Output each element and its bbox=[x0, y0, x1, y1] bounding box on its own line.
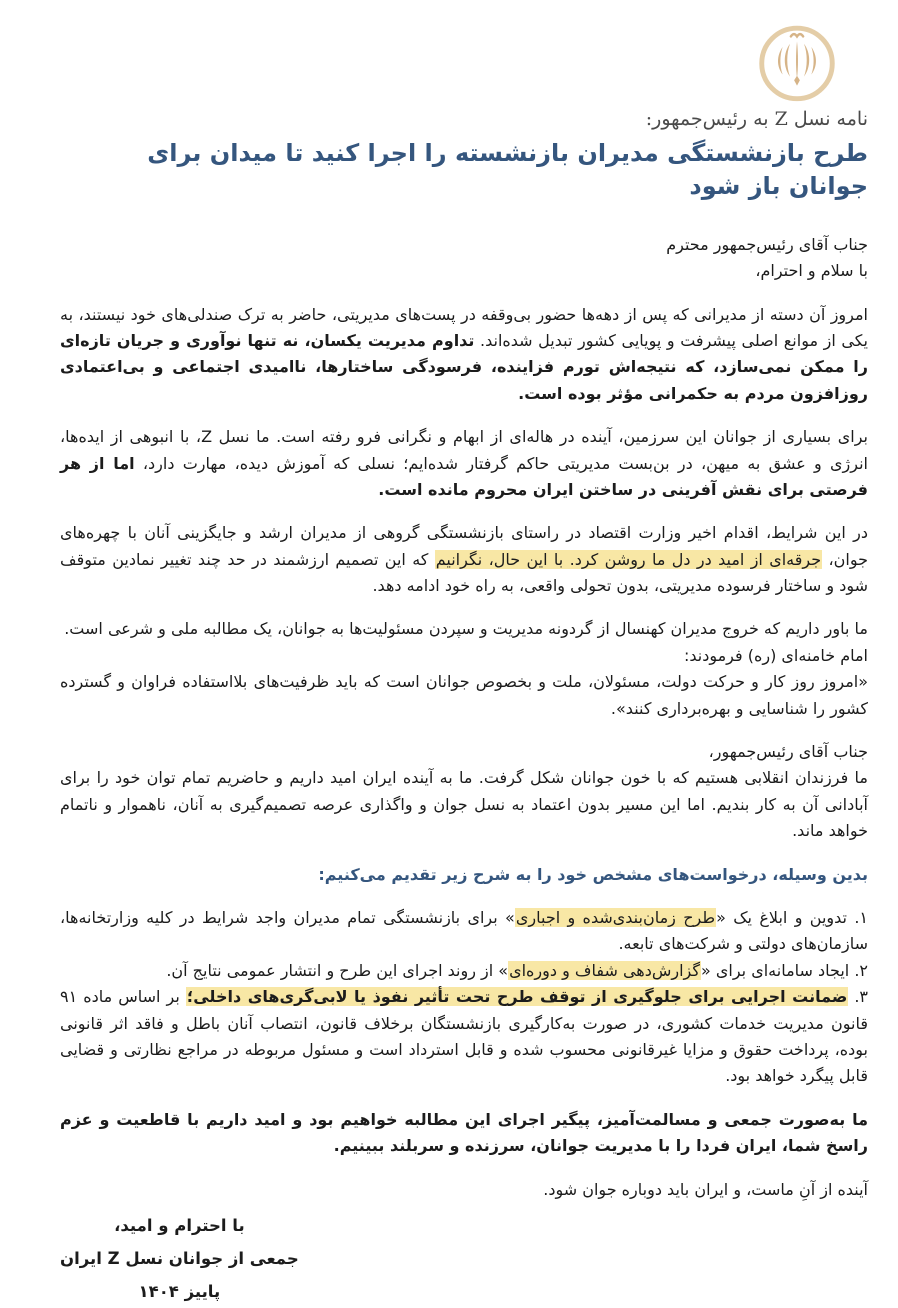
greeting-line-1: جناب آقای رئیس‌جمهور محترم bbox=[666, 234, 868, 254]
paragraph-quote-block bbox=[60, 616, 868, 722]
greeting-line-2: با سلام و احترام، bbox=[755, 261, 868, 281]
requests-lead: بدین وسیله، درخواست‌های مشخص خود را به شرح زیر تقدیم می‌کنیم: bbox=[318, 864, 868, 884]
paragraph-genz bbox=[60, 424, 868, 503]
logo-row bbox=[60, 20, 838, 102]
quote-text: «امروز روز کار و حرکت دولت، مسئولان، ملت و بخصوص جوانان است که باید ظرفیت‌های بلااستفاده فراوان و گسترده کشور را شناسایی و بهره‌برداری کنند». bbox=[60, 672, 868, 718]
signature-date: پاییز ۱۴۰۴ bbox=[138, 1281, 221, 1301]
letter-subtitle: نامه نسل Z به رئیس‌جمهور: bbox=[645, 108, 868, 130]
paragraph-managers-text: امروز آن دسته از مدیرانی که پس از دهه‌ها حضور بی‌وقفه در پست‌های مدیریتی، حاضر به ترک صندلی‌های خود نیستند، به یکی از موانع اصلی پیشرفت و پویایی کشور تبدیل شده‌اند. bbox=[60, 304, 868, 350]
request-3-post: بر اساس ماده ۹۱ قانون مدیریت خدمات کشوری، در صورت به‌کارگیری بازنشستگان برخلاف قانون، انتصاب آنان باطل و فاقد اثر قانونی بوده، پرداخت حقوق و مزایا غیرقانونی محسوب شده و قابل استرداد است و مسئول مربوطه در مراجع نظارتی و قضایی قابل پیگرد خواهد بود. bbox=[60, 987, 868, 1086]
signature-block bbox=[60, 1209, 321, 1308]
request-3-highlight: ضمانت اجرایی برای جلوگیری از توقف طرح تحت تأثیر نفوذ یا لابی‌گری‌های داخلی؛ bbox=[186, 987, 848, 1007]
quote-attribution: امام خامنه‌ای (ره) فرمودند: bbox=[683, 645, 868, 665]
iran-emblem-icon bbox=[756, 20, 838, 102]
greeting-block bbox=[60, 232, 868, 285]
quote-intro-line: ما باور داریم که خروج مدیران کهنسال از گردونه مدیریت و سپردن مسئولیت‌ها به جوانان، یک مطالبه ملی و شرعی است. bbox=[64, 619, 868, 639]
paragraph-ministry-post: که این تصمیم ارزشمند در حد چند تغییر نمادین متوقف شود و ساختار فرسوده مدیریتی، بدون تحولی واقعی، به راه خود ادامه دهد. bbox=[60, 549, 868, 596]
paragraph-managers-bold: تداوم مدیریت یکسان، نه تنها نوآوری و جریان تازه‌ای را ممکن نمی‌سازد، که نتیجه‌اش تورم فزاینده، فرسودگی ساختارها، ناامیدی اجتماعی و بی‌اعتمادی روزافزون مردم به حکمرانی مؤثر بوده است. bbox=[60, 330, 868, 403]
revolution-children-text: ما فرزندان انقلابی هستیم که با خون جوانان شکل گرفت. ما به آینده ایران امید داریم و حاضریم تمام توان خود را برای آبادانی آن به کار بندیم. اما این مسیر بدون اعتماد به نسل جوان و واگذاری عرصه تصمیم‌گیری به آنان، ناهموار و ناتمام خواهد ماند. bbox=[60, 768, 868, 841]
request-item-3 bbox=[60, 984, 868, 1090]
paragraph-ministry-action bbox=[60, 520, 868, 599]
request-1-pre: ۱. تدوین و ابلاغ یک « bbox=[716, 907, 868, 927]
paragraph-managers bbox=[60, 302, 868, 408]
request-3-number: ۳. bbox=[848, 987, 869, 1007]
paragraph-genz-text: برای بسیاری از جوانان این سرزمین، آینده در هاله‌ای از ابهام و نگرانی فرو رفته است. ما نسل Z، با انبوهی از ایده‌ها، انرژی و عشق به میهن، در بن‌بست مدیریتی حاکم گرفتار شده‌ایم؛ نسلی که آموزش دیده، مهارت دارد، bbox=[60, 427, 868, 473]
paragraph-revolution-children bbox=[60, 739, 868, 845]
paragraph-genz-bold: اما از هر فرصتی برای نقش آفرینی در ساختن ایران محروم مانده است. bbox=[60, 453, 868, 499]
request-2-pre: ۲. ایجاد سامانه‌ای برای « bbox=[700, 960, 868, 980]
signature-authors: جمعی از جوانان نسل Z ایران bbox=[60, 1248, 299, 1268]
request-item-2 bbox=[60, 958, 868, 984]
paragraph-ministry-pre: در این شرایط، اقدام اخیر وزارت اقتصاد در راستای بازنشستگی گروهی از مدیران ارشد و جایگزینی آنان با چهره‌های جوان، bbox=[60, 523, 869, 569]
paragraph-ministry-highlight: جرقه‌ای از امید در دل ما روشن کرد. با این حال، نگرانیم bbox=[435, 549, 822, 569]
request-1-post: » برای بازنشستگی تمام مدیران واجد شرایط در کلیه وزارتخانه‌ها، سازمان‌های دولتی و شرکت‌های تابعه. bbox=[60, 907, 868, 954]
request-2-post: » از روند اجرای این طرح و انتشار عمومی نتایج آن. bbox=[166, 960, 509, 980]
closing-statement: ما به‌صورت جمعی و مسالمت‌آمیز، پیگیر اجرای این مطالبه خواهیم بود و امید داریم با قاطعیت و عزم راسخ شما، ایران فردا را با مدیریت جوانان، سرزنده و سربلند ببینیم. bbox=[60, 1109, 868, 1156]
request-item-1 bbox=[60, 905, 868, 958]
signature-regards: با احترام و امید، bbox=[114, 1215, 245, 1235]
letter-title: طرح بازنشستگی مدیران بازنشسته را اجرا کنید تا میدان برای جوانان باز شود bbox=[147, 138, 868, 201]
request-2-highlight: گزارش‌دهی شفاف و دوره‌ای bbox=[509, 960, 700, 980]
address-line: جناب آقای رئیس‌جمهور، bbox=[708, 742, 868, 762]
requests-list bbox=[60, 905, 868, 1090]
future-line: آینده از آنِ ماست، و ایران باید دوباره جوان شود. bbox=[543, 1179, 868, 1199]
request-1-highlight: طرح زمان‌بندی‌شده و اجباری bbox=[515, 907, 716, 927]
